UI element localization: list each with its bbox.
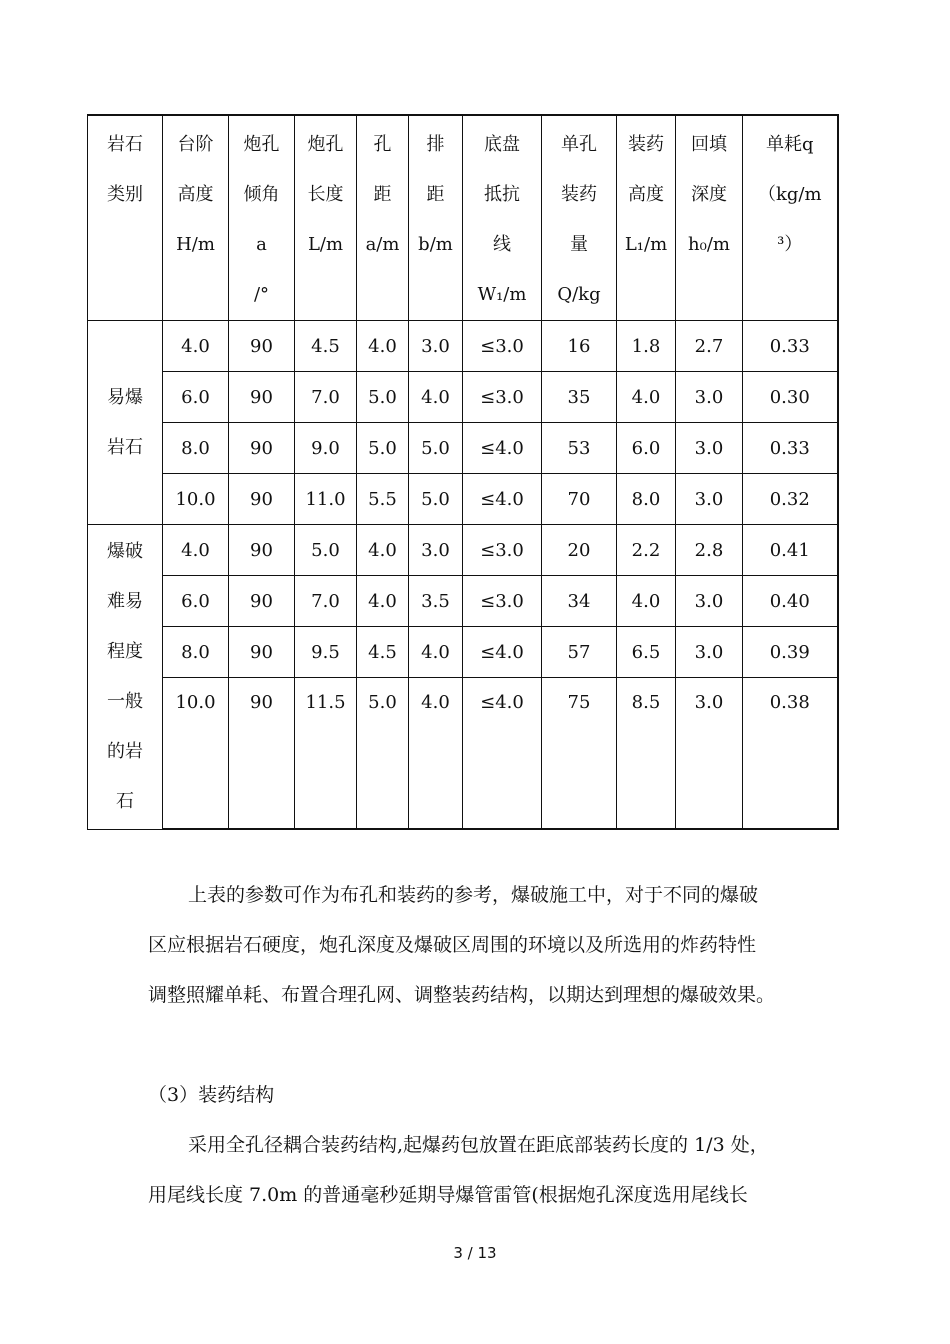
table-cell: 3.0 [676, 627, 743, 678]
page-number: 3 / 13 [453, 1244, 497, 1262]
header-line: 高度 [177, 184, 214, 205]
header-line: a [256, 234, 267, 255]
paragraph-1-line-3: 调整照耀单耗、布置合理孔网、调整装药结构，以期达到理想的爆破效果。 [148, 984, 776, 1006]
table-row [88, 525, 838, 576]
header-line: 排 [426, 134, 445, 155]
header-line: 炮孔 [243, 134, 280, 155]
table-cell: ≤3.0 [463, 372, 542, 423]
header-line: 线 [493, 234, 511, 255]
blast-parameter-table [87, 114, 839, 830]
rock-category-cell [88, 525, 163, 830]
table-cell: 4.0 [357, 525, 409, 576]
table-cell: 6.0 [617, 423, 676, 474]
table-cell: 90 [229, 525, 295, 576]
category-line: 的岩 [107, 740, 143, 762]
table-cell: 6.0 [163, 576, 229, 627]
table-row [88, 474, 838, 525]
table-cell: 7.0 [295, 576, 357, 627]
table-cell: 0.30 [743, 372, 838, 423]
table-cell: 3.5 [409, 576, 463, 627]
category-line: 爆破 [107, 540, 143, 562]
table-cell: ≤4.0 [463, 474, 542, 525]
table-cell: 8.0 [163, 627, 229, 678]
table-cell: 4.0 [409, 372, 463, 423]
table-cell: ≤3.0 [463, 525, 542, 576]
header-line: 装药 [561, 184, 597, 205]
table-header-cell [163, 115, 229, 321]
table-cell: 3.0 [409, 525, 463, 576]
table-row [88, 627, 838, 678]
header-line: b/m [418, 234, 453, 255]
table-cell: ≤3.0 [463, 576, 542, 627]
paragraph-1-line-1: 上表的参数可作为布孔和装药的参考，爆破施工中，对于不同的爆破 [188, 884, 759, 906]
table-row [88, 321, 838, 372]
header-line: 单孔 [561, 134, 597, 155]
table-cell: 8.0 [163, 423, 229, 474]
table-header-cell [409, 115, 463, 321]
header-line: 装药 [628, 134, 664, 155]
table-cell: 4.5 [357, 627, 409, 678]
header-line: Q/kg [557, 284, 601, 305]
section-heading: （3）装药结构 [148, 1084, 275, 1106]
table-row [88, 678, 838, 830]
table-cell: 0.41 [743, 525, 838, 576]
header-line: 台阶 [177, 134, 214, 155]
table-cell: 4.0 [409, 627, 463, 678]
category-line: 岩石 [107, 436, 143, 458]
table-cell: 9.0 [295, 423, 357, 474]
table-header-cell [295, 115, 357, 321]
table-cell: 10.0 [163, 678, 229, 830]
table-cell: 0.33 [743, 423, 838, 474]
header-line: 孔 [373, 134, 392, 155]
paragraph-1-line-2: 区应根据岩石硬度，炮孔深度及爆破区周围的环境以及所选用的炸药特性 [148, 934, 757, 956]
header-line: /° [253, 284, 270, 305]
table-cell: 57 [542, 627, 617, 678]
table-cell: 0.40 [743, 576, 838, 627]
table-cell: 2.8 [676, 525, 743, 576]
table-cell: 8.5 [617, 678, 676, 830]
paragraph-2-line-1: 采用全孔径耦合装药结构,起爆药包放置在距底部装药长度的 1/3 处， [188, 1134, 769, 1156]
category-line: 难易 [107, 590, 143, 612]
header-line: a/m [365, 234, 400, 255]
header-line: 岩石 [107, 134, 143, 155]
table-cell: 3.0 [676, 423, 743, 474]
header-line: 长度 [307, 184, 344, 205]
table-cell: 70 [542, 474, 617, 525]
table-row [88, 423, 838, 474]
table-header-cell [229, 115, 295, 321]
table-cell: 10.0 [163, 474, 229, 525]
header-line: ³） [777, 234, 803, 255]
table-cell: 90 [229, 321, 295, 372]
table-header-cell [88, 115, 163, 321]
header-line: H/m [176, 234, 215, 255]
table-cell: 90 [229, 372, 295, 423]
table-cell: ≤4.0 [463, 627, 542, 678]
table-cell: 5.0 [409, 423, 463, 474]
table-cell: 34 [542, 576, 617, 627]
table-row [88, 576, 838, 627]
table-cell: ≤3.0 [463, 321, 542, 372]
rock-category-cell [88, 321, 163, 525]
header-line: 抵抗 [484, 184, 520, 205]
table-cell: 5.0 [357, 423, 409, 474]
table-cell: 11.0 [295, 474, 357, 525]
table-cell: ≤4.0 [463, 678, 542, 830]
table-cell: 5.0 [357, 372, 409, 423]
header-line: 距 [373, 184, 392, 205]
table-row [88, 372, 838, 423]
table-header-cell [542, 115, 617, 321]
table-cell: 4.0 [357, 576, 409, 627]
table-cell: 4.5 [295, 321, 357, 372]
table-cell: 11.5 [295, 678, 357, 830]
table-cell: 0.33 [743, 321, 838, 372]
table-cell: 75 [542, 678, 617, 830]
paragraph-2-line-2: 用尾线长度 7.0m 的普通毫秒延期导爆管雷管(根据炮孔深度选用尾线长 [148, 1184, 748, 1206]
table-header-cell [676, 115, 743, 321]
header-line: 类别 [107, 184, 143, 205]
table-header-cell [617, 115, 676, 321]
table-cell: 0.32 [743, 474, 838, 525]
header-line: h₀/m [688, 234, 730, 255]
table-cell: 35 [542, 372, 617, 423]
table-cell: 3.0 [676, 372, 743, 423]
table-cell: 90 [229, 627, 295, 678]
category-line: 一般 [107, 690, 143, 712]
header-line: W₁/m [477, 284, 527, 305]
table-cell: 1.8 [617, 321, 676, 372]
header-line: 量 [570, 234, 588, 255]
table-cell: 0.38 [743, 678, 838, 830]
table-cell: 4.0 [163, 525, 229, 576]
table-cell: 3.0 [409, 321, 463, 372]
table-cell: 90 [229, 576, 295, 627]
table-cell: 4.0 [163, 321, 229, 372]
header-line: 回填 [691, 134, 727, 155]
table-cell: 2.7 [676, 321, 743, 372]
table-cell: 3.0 [676, 678, 743, 830]
table-header-cell [463, 115, 542, 321]
table-cell: 3.0 [676, 576, 743, 627]
header-line: 深度 [691, 184, 727, 205]
header-line: L₁/m [624, 234, 668, 255]
table-cell: 4.0 [357, 321, 409, 372]
table-cell: 6.0 [163, 372, 229, 423]
table-cell: 90 [229, 423, 295, 474]
header-line: 倾角 [243, 184, 280, 205]
header-line: 距 [426, 184, 445, 205]
table-cell: 90 [229, 474, 295, 525]
table-cell: 9.5 [295, 627, 357, 678]
header-line: （kg/m [757, 184, 822, 205]
table-cell: 4.0 [617, 576, 676, 627]
table-cell: 5.0 [295, 525, 357, 576]
header-line: L/m [307, 234, 344, 255]
table-header-cell [357, 115, 409, 321]
table-cell: 5.0 [357, 678, 409, 830]
category-line: 程度 [107, 640, 143, 662]
table-cell: 3.0 [676, 474, 743, 525]
header-line: 炮孔 [307, 134, 344, 155]
table-cell: 4.0 [617, 372, 676, 423]
table-cell: 20 [542, 525, 617, 576]
table-cell: 6.5 [617, 627, 676, 678]
table-cell: ≤4.0 [463, 423, 542, 474]
table-header-cell [743, 115, 838, 321]
category-line: 石 [116, 790, 134, 812]
table-cell: 5.5 [357, 474, 409, 525]
header-line: 单耗q [765, 134, 814, 155]
table-cell: 8.0 [617, 474, 676, 525]
table-cell: 0.39 [743, 627, 838, 678]
table-cell: 53 [542, 423, 617, 474]
table-cell: 16 [542, 321, 617, 372]
table-cell: 2.2 [617, 525, 676, 576]
table-cell: 90 [229, 678, 295, 830]
table-cell: 4.0 [409, 678, 463, 830]
header-line: 高度 [628, 184, 664, 205]
table-cell: 7.0 [295, 372, 357, 423]
category-line: 易爆 [107, 386, 143, 408]
header-line: 底盘 [484, 134, 520, 155]
table-cell: 5.0 [409, 474, 463, 525]
table-header-row [88, 115, 838, 321]
